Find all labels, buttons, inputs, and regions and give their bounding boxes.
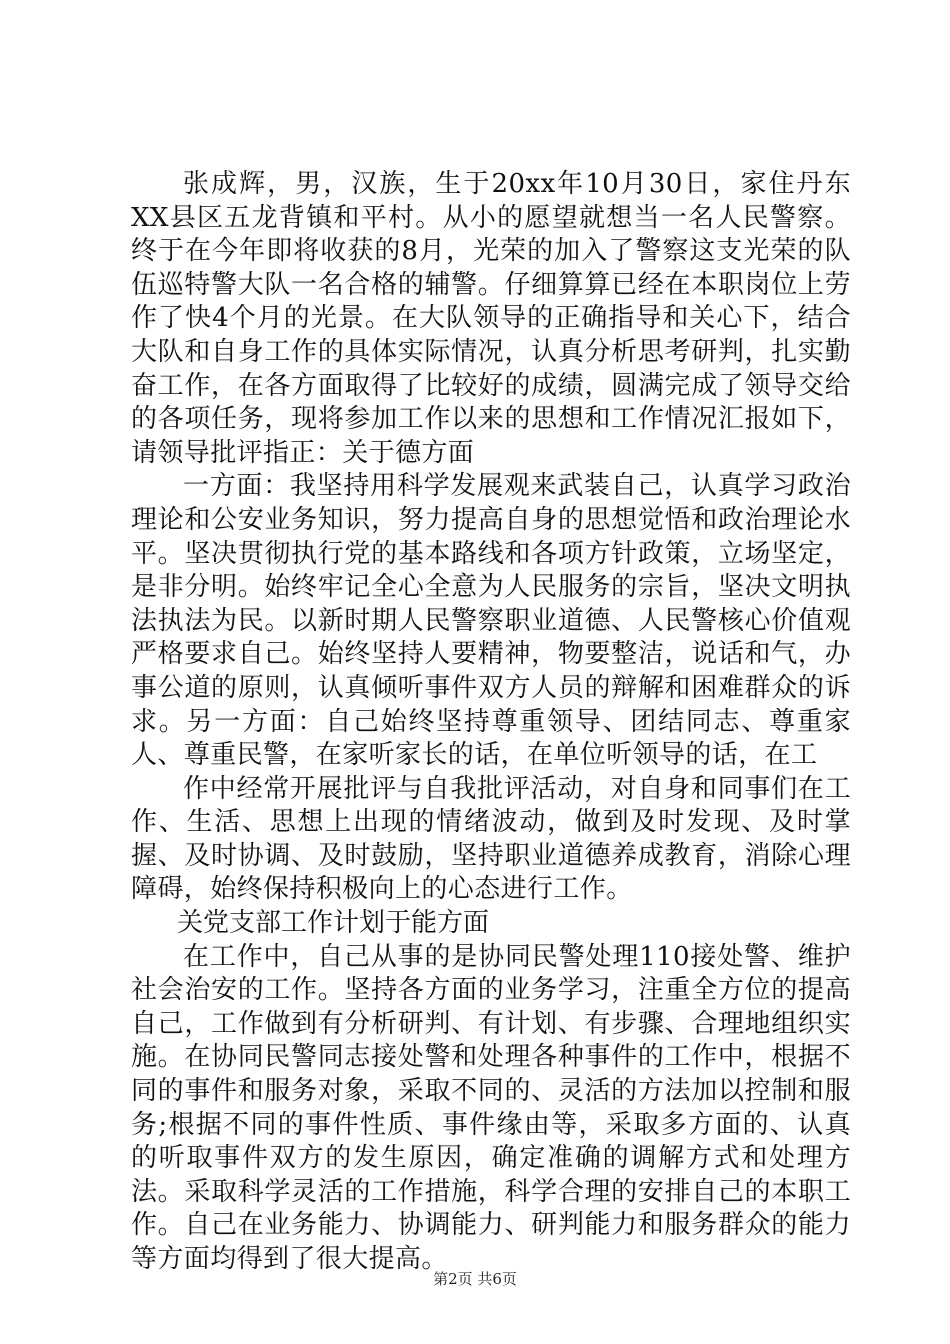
paragraph-morality-continued: 作中经常开展批评与自我批评活动，对自身和同事们在工作、生活、思想上出现的情绪波动，做到及时发现、及时掌握、及时协调、及时鼓励，坚持职业道德养成教育，消除心理障碍，始终保持积极向上的心态进行工作。 bbox=[131, 773, 851, 905]
document-body bbox=[131, 168, 851, 1277]
paragraph-intro: 张成辉，男，汉族，生于20xx年10月30日，家住丹东XX县区五龙背镇和平村。从小的愿望就想当一名人民警察。终于在今年即将收获的8月，光荣的加入了警察这支光荣的队伍巡特警大队一名合格的辅警。仔细算算已经在本职岗位上劳作了快4个月的光景。在大队领导的正确指导和关心下，结合大队和自身工作的具体实际情况，认真分析思考研判，扎实勤奋工作，在各方面取得了比较好的成绩，圆满完成了领导交给的各项任务，现将参加工作以来的思想和工作情况汇报如下，请领导批评指正：关于德方面 bbox=[131, 169, 851, 468]
paragraph-ability: 在工作中，自己从事的是协同民警处理110接处警、维护社会治安的工作。坚持各方面的业务学习，注重全方位的提高自己，工作做到有分析研判、有计划、有步骤、合理地组织实施。在协同民警同志接处警和处理各种事件的工作中，根据不同的事件和服务对象，采取不同的、灵活的方法加以控制和服务;根据不同的事件性质、事件缘由等，采取多方面的、认真的听取事件双方的发生原因，确定准确的调解方式和处理方法。采取科学灵活的工作措施，科学合理的安排自己的本职工作。自己在业务能力、协调能力、研判能力和服务群众的能力等方面均得到了很大提高。 bbox=[131, 941, 851, 1274]
paragraph-morality: 一方面：我坚持用科学发展观来武装自己，认真学习政治理论和公安业务知识，努力提高自身的思想觉悟和政治理论水平。坚决贯彻执行党的基本路线和各项方针政策，立场坚定，是非分明。始终牢记全心全意为人民服务的宗旨，坚决文明执法执法为民。以新时期人民警察职业道德、人民警核心价值观严格要求自己。始终坚持人要精神，物要整洁，说话和气，办事公道的原则，认真倾听事件双方人员的辩解和困难群众的诉求。另一方面：自己始终坚持尊重领导、团结同志、尊重家人、尊重民警，在家听家长的话，在单位听领导的话，在工 bbox=[131, 471, 851, 771]
page-number-footer: 第2页 共6页 bbox=[433, 1270, 517, 1288]
section-heading-ability: 关党支部工作计划于能方面 bbox=[177, 908, 490, 939]
